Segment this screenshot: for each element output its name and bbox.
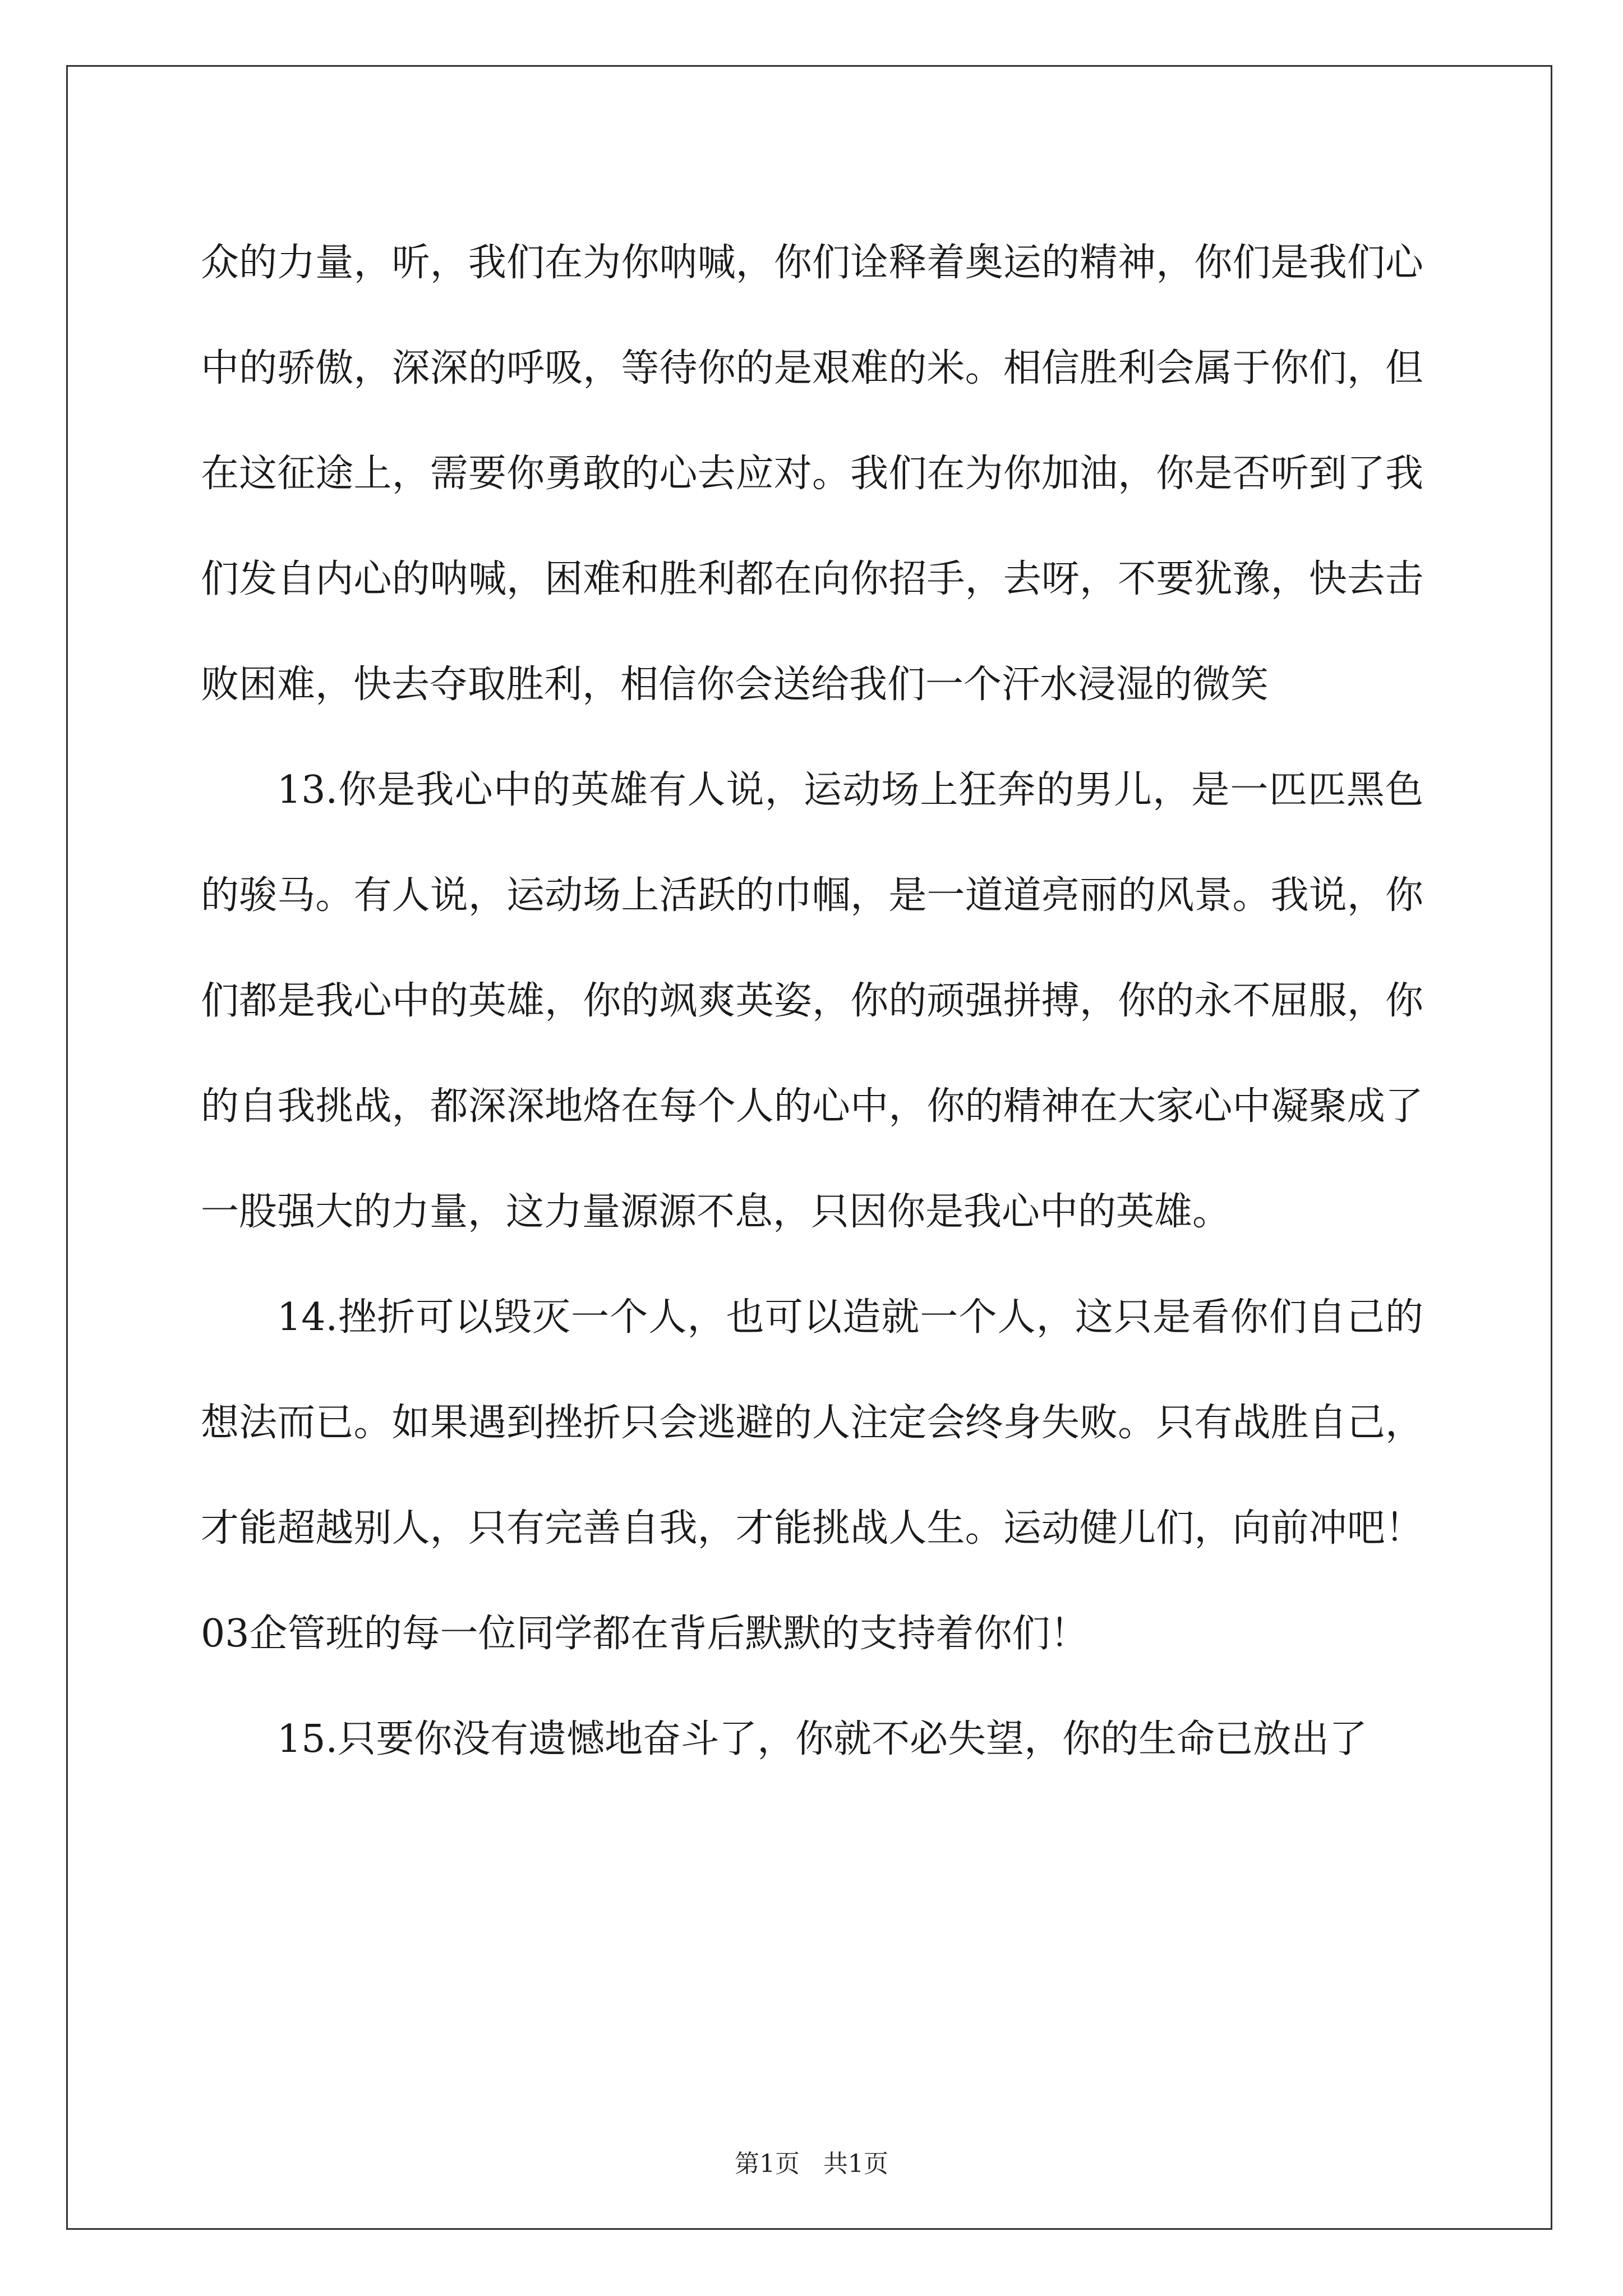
footer-spacer [800, 2150, 823, 2178]
page-footer [0, 2147, 1623, 2181]
page-total: 共1页 [823, 2150, 888, 2178]
page-number: 第1页 [735, 2150, 800, 2178]
document-body [201, 210, 1423, 1792]
paragraph-14: 14.挫折可以毁灭一个人，也可以造就一个人，这只是看你们自己的想法而已。如果遇到挫折只会逃避的人注定会终身失败。只有战胜自己，才能超越别人，只有完善自我，才能挑战人生。运动健儿们，向前冲吧！03企管班的每一位同学都在背后默默的支持着你们！ [201, 1295, 1423, 1656]
paragraph-13: 13.你是我心中的英雄有人说，运动场上狂奔的男儿，是一匹匹黑色的骏马。有人说，运动场上活跃的巾帼，是一道道亮丽的风景。我说，你们都是我心中的英雄，你的飒爽英姿，你的顽强拼搏，你的永不屈服，你的自我挑战，都深深地烙在每个人的心中，你的精神在大家心中凝聚成了一股强大的力量，这力量源源不息，只因你是我心中的英雄。 [201, 768, 1423, 1234]
paragraph-15: 15.只要你没有遗憾地奋斗了，你就不必失望，你的生命已放出了 [277, 1717, 1368, 1761]
paragraph-continued: 众的力量，听，我们在为你呐喊，你们诠释着奥运的精神，你们是我们心中的骄傲，深深的呼吸，等待你的是艰难的米。相信胜利会属于你们，但在这征途上，需要你勇敢的心去应对。我们在为你加油，你是否听到了我们发自内心的呐喊，困难和胜利都在向你招手，去呀，不要犹豫，快去击败困难，快去夺取胜利，相信你会送给我们一个汗水浸湿的微笑 [201, 241, 1423, 707]
